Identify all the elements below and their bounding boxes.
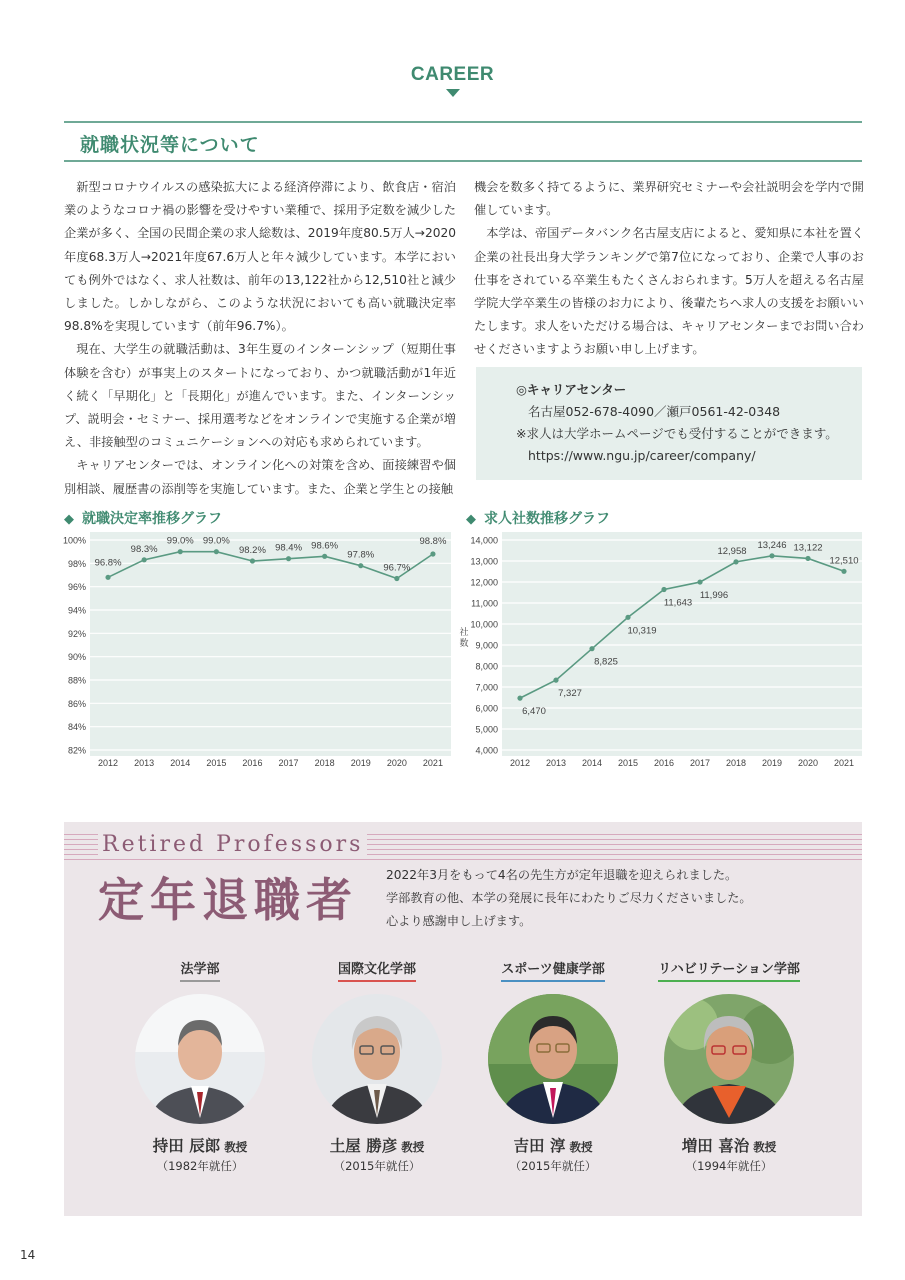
body-paragraph: 現在、大学生の就職活動は、3年生夏のインターンシップ（短期仕事体験を含む）が事実上のスタートになっており、かつ就職活動が1年近く続く「早期化」と「長期化」が進んでいます。また、インターンシップ、説明会・セミナー、採用選考などをオンラインで実施する企業が増え、非接触型のコミュニケーションへの対応も求められています。 [64, 342, 456, 450]
professor-dept: スポーツ健康学部 [501, 958, 604, 982]
x-tick-label: 2017 [278, 758, 299, 768]
y-tick-label: 90% [67, 652, 86, 663]
data-label: 10,319 [627, 625, 657, 637]
y-tick-label: 88% [67, 675, 86, 686]
x-tick-label: 2020 [797, 758, 819, 768]
x-tick-label: 2015 [617, 758, 639, 768]
professor-year: （2015年就任） [509, 1159, 597, 1173]
section-title: 就職状況等について [80, 134, 260, 156]
x-tick-label: 2013 [134, 758, 155, 768]
data-label: 11,643 [663, 597, 693, 609]
data-label: 97.8% [347, 549, 375, 561]
data-label: 99.0% [166, 535, 194, 547]
portrait-icon [135, 994, 265, 1124]
professor-card [468, 958, 638, 1174]
portrait-icon [312, 994, 442, 1124]
y-tick-label: 92% [67, 628, 86, 639]
professor-name-row [468, 1134, 638, 1156]
professor-name: 吉田 淳 [513, 1137, 566, 1155]
section-header [64, 121, 862, 162]
professor-photo [488, 994, 618, 1124]
data-point [105, 575, 110, 580]
y-tick-label: 84% [67, 722, 86, 733]
x-tick-label: 2015 [206, 758, 227, 768]
data-label: 98.3% [130, 543, 158, 555]
professor-title: 教授 [401, 1140, 425, 1154]
x-tick-label: 2014 [170, 758, 191, 768]
y-tick-label: 86% [67, 698, 86, 709]
body-paragraph: 新型コロナウイルスの感染拡大による経済停滞により、飲食店・宿泊業のようなコロナ禍の影響を受けやすい業種で、採用予定数を減少した企業が多く、全国の民間企業の求人総数は、2019年度80.5万人→2020年度68.3万人→2021年度67.6万人と年々減少しています。本学においても例外ではなく、求人社数は、前年の13,122社から12,510社と減少しました。しかしながら、このような状況においても高い就職決定率98.8%を実現しています（前年96.7%）。 [64, 180, 456, 334]
y-axis-label: 社 [459, 627, 469, 637]
y-tick-label: 8,000 [475, 661, 498, 672]
data-label: 7,327 [558, 688, 582, 700]
y-tick-label: 94% [67, 605, 86, 616]
graph-title-text: 就職決定率推移グラフ [82, 511, 222, 527]
graph-title-text: 求人社数推移グラフ [484, 511, 610, 527]
professor-title: 教授 [569, 1140, 593, 1154]
chart-plot-area [502, 532, 862, 756]
professor-name-row [292, 1134, 462, 1156]
data-label: 98.8% [419, 536, 447, 547]
y-tick-label: 13,000 [470, 556, 498, 567]
x-tick-label: 2019 [761, 758, 783, 768]
diamond-icon: ◆ [466, 512, 476, 527]
x-tick-label: 2019 [350, 758, 371, 768]
x-tick-label: 2012 [509, 758, 531, 768]
data-point [142, 557, 147, 562]
graph-title-right [466, 508, 610, 528]
x-tick-label: 2016 [653, 758, 675, 768]
body-right-column [474, 176, 864, 362]
x-tick-label: 2014 [581, 758, 603, 768]
professor-title: 教授 [753, 1140, 777, 1154]
data-point [697, 579, 702, 584]
data-point [322, 554, 327, 559]
professor-dept: リハビリテーション学部 [658, 958, 800, 982]
x-tick-label: 2016 [242, 758, 263, 768]
employment-rate-chart-svg [60, 532, 455, 772]
data-label: 98.6% [311, 540, 339, 552]
data-point [625, 615, 630, 620]
data-point [214, 549, 219, 554]
x-tick-label: 2018 [314, 758, 335, 768]
y-tick-label: 96% [67, 582, 86, 593]
retired-professors-section [64, 822, 862, 1216]
data-point [430, 551, 435, 556]
x-tick-label: 2018 [725, 758, 747, 768]
portrait-icon [664, 994, 794, 1124]
data-point [733, 559, 738, 564]
data-point [517, 696, 522, 701]
body-left-column [64, 176, 456, 501]
y-axis-label: 数 [459, 638, 469, 648]
data-point [661, 587, 666, 592]
professor-year: （1982年就任） [156, 1159, 244, 1173]
y-tick-label: 6,000 [475, 703, 498, 714]
professor-name: 土屋 勝彦 [329, 1137, 398, 1155]
contact-box [476, 367, 862, 480]
professor-year: （1994年就任） [685, 1159, 773, 1173]
data-label: 98.4% [275, 542, 303, 554]
professor-card [644, 958, 814, 1174]
data-label: 8,825 [594, 656, 618, 668]
professor-photo [664, 994, 794, 1124]
professor-photo [135, 994, 265, 1124]
data-label: 12,510 [829, 555, 859, 567]
x-tick-label: 2021 [833, 758, 855, 768]
data-label: 13,122 [793, 542, 823, 554]
data-point [841, 569, 846, 574]
employment-rate-chart [60, 532, 455, 772]
x-tick-label: 2020 [386, 758, 407, 768]
professor-name-row [115, 1134, 285, 1156]
x-tick-label: 2021 [422, 758, 443, 768]
body-paragraph: 機会を数多く持てるように、業界研究セミナーや会社説明会を学内で開催しています。 [474, 180, 864, 218]
portrait-icon [488, 994, 618, 1124]
y-tick-label: 9,000 [475, 640, 498, 651]
data-label: 11,996 [699, 590, 729, 602]
retired-title-jp: 定年退職者 [98, 873, 358, 927]
y-tick-label: 14,000 [470, 535, 498, 546]
page-number: 14 [20, 1248, 36, 1262]
x-tick-label: 2013 [545, 758, 567, 768]
y-tick-label: 100% [62, 535, 86, 546]
data-point [805, 556, 810, 561]
job-offers-chart-svg [456, 532, 866, 772]
contact-url[interactable]: https://www.ngu.jp/career/company/ [528, 448, 756, 463]
retired-message-line: 心より感謝申し上げます。 [386, 914, 532, 928]
data-point [589, 646, 594, 651]
down-triangle-icon [446, 89, 460, 97]
data-label: 13,246 [757, 539, 787, 551]
x-tick-label: 2012 [98, 758, 119, 768]
professor-dept: 国際文化学部 [338, 958, 416, 982]
retired-message-line: 学部教育の他、本学の発展に長年にわたりご尽力くださいました。 [386, 891, 752, 905]
body-paragraph: 本学は、帝国データバンク名古屋支店によると、愛知県に本社を置く企業の社長出身大学ランキングで第7位になっており、企業で人事のお仕事をされている卒業生もたくさんおられます。5万人を超える名古屋学院大学卒業生の皆様のお力により、後輩たちへ求人の支援をお願いいたします。求人をいただける場合は、キャリアセンターまでお問い合わせくださいますようお願い申し上げます。 [474, 226, 864, 357]
diamond-icon: ◆ [64, 512, 74, 527]
professor-dept: 法学部 [180, 958, 219, 982]
y-tick-label: 10,000 [470, 619, 498, 630]
retired-message-line: 2022年3月をもって4名の先生方が定年退職を迎えられました。 [386, 868, 738, 882]
professor-card [115, 958, 285, 1174]
data-label: 6,470 [522, 706, 546, 718]
x-tick-label: 2017 [689, 758, 711, 768]
professor-name: 増田 喜治 [681, 1137, 750, 1155]
data-point [178, 549, 183, 554]
data-point [769, 553, 774, 558]
y-tick-label: 4,000 [475, 745, 498, 756]
data-label: 96.7% [383, 562, 411, 574]
professor-year: （2015年就任） [333, 1159, 421, 1173]
professor-card [292, 958, 462, 1174]
contact-title: ◎キャリアセンター [516, 382, 627, 397]
professor-title: 教授 [224, 1140, 248, 1154]
y-tick-label: 12,000 [470, 577, 498, 588]
y-tick-label: 82% [67, 745, 86, 756]
graph-title-left [64, 508, 222, 528]
professor-name: 持田 辰郎 [152, 1137, 221, 1155]
career-label: CAREER [410, 64, 495, 85]
retired-title-en: Retired Professors [98, 832, 367, 857]
job-offers-chart [456, 532, 866, 772]
y-tick-label: 11,000 [471, 598, 498, 609]
data-point [250, 558, 255, 563]
data-point [358, 563, 363, 568]
data-point [286, 556, 291, 561]
contact-phones: 名古屋052-678-4090／瀬戸0561-42-0348 [528, 404, 781, 419]
retired-message [386, 864, 752, 933]
data-point [394, 576, 399, 581]
data-label: 96.8% [94, 557, 122, 569]
data-label: 12,958 [717, 545, 747, 557]
data-label: 98.2% [238, 545, 266, 556]
y-tick-label: 98% [67, 558, 86, 569]
y-tick-label: 7,000 [475, 682, 498, 693]
y-tick-label: 5,000 [475, 724, 498, 735]
data-label: 99.0% [202, 535, 230, 547]
data-point [553, 678, 558, 683]
professor-photo [312, 994, 442, 1124]
career-tag [0, 64, 905, 97]
professor-name-row [644, 1134, 814, 1156]
body-paragraph: キャリアセンターでは、オンライン化への対策を含め、面接練習や個別相談、履歴書の添削等を実施しています。また、企業と学生との接触 [64, 458, 456, 496]
contact-note: ※求人は大学ホームページでも受付することができます。 [516, 426, 838, 441]
